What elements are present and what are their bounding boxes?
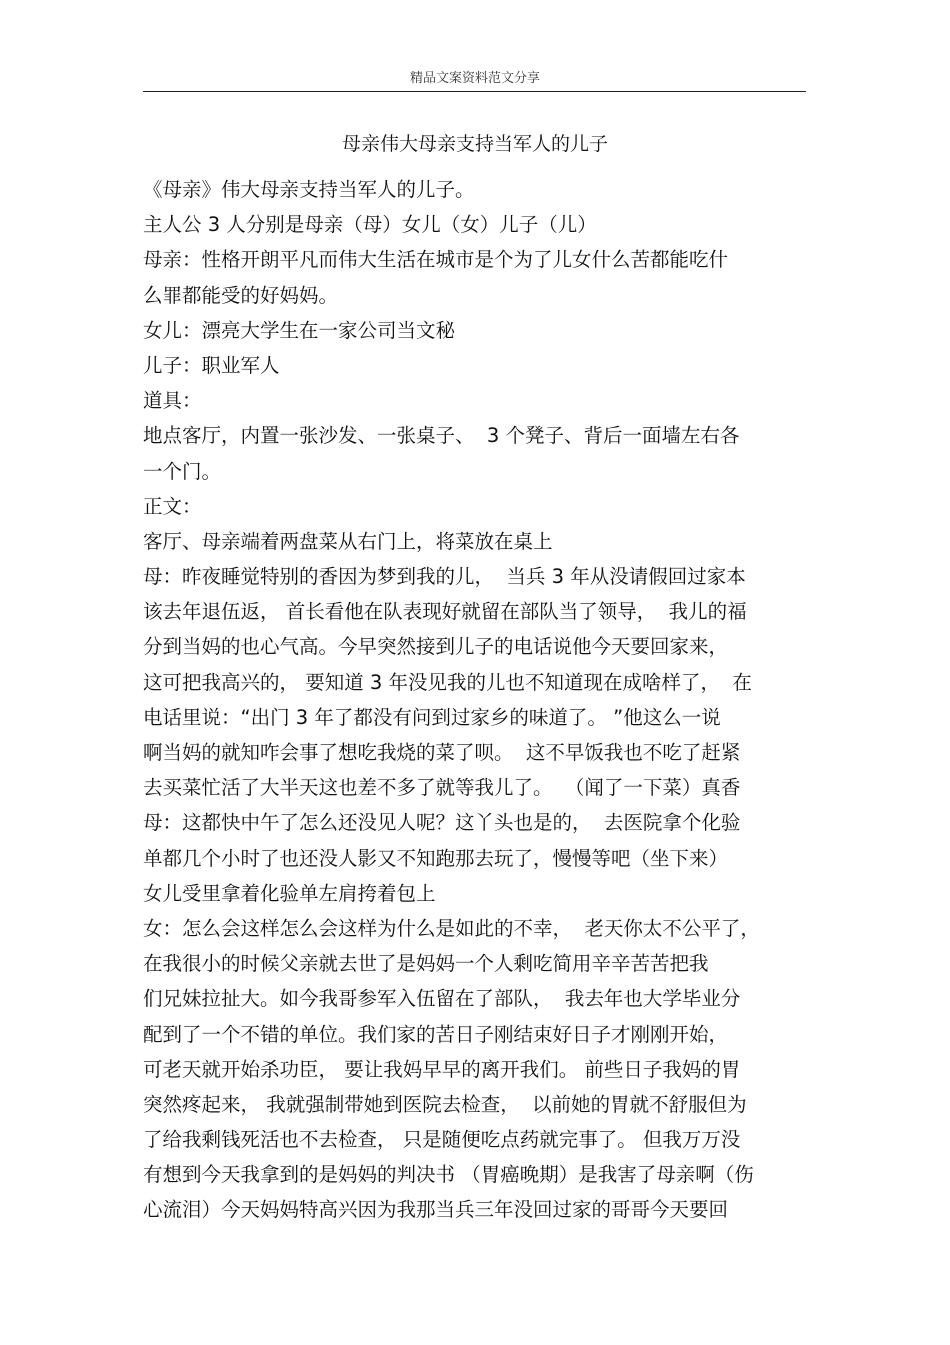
body-line: 母亲：性格开朗平凡而伟大生活在城市是个为了儿女什么苦都能吃什: [143, 248, 729, 272]
body-line: 母：昨夜睡觉特别的香因为梦到我的儿， 当兵 3 年从没请假回过家本: [143, 565, 746, 589]
page-header: 精品文案资料范文分享: [409, 71, 540, 86]
body-line: 啊当妈的就知咋会事了想吃我烧的菜了呗。 这不早饭我也不吃了赶紧: [143, 741, 741, 764]
body-line: 们兄妹拉扯大。如今我哥参军入伍留在了部队， 我去年也大学毕业分: [143, 987, 741, 1011]
body-line: 女：怎么会这样怎么会这样为什么是如此的不幸， 老天你太不公平了，: [143, 916, 760, 940]
body-line: 在我很小的时候父亲就去世了是妈妈一个人剩吃简用辛辛苦苦把我: [143, 952, 709, 976]
body-line: 女儿：漂亮大学生在一家公司当文秘: [143, 318, 456, 342]
body-line: 可老天就开始杀功臣， 要让我妈早早的离开我们。 前些日子我妈的胃: [143, 1057, 741, 1081]
body-line: 配到了一个不错的单位。我们家的苦日子刚结束好日子才刚刚开始，: [143, 1022, 729, 1046]
body-line: 地点客厅，内置一张沙发、一张桌子、 3 个凳子、背后一面墙左右各: [143, 424, 740, 448]
body-line: 儿子：职业军人: [143, 353, 280, 377]
body-line: 《母亲》伟大母亲支持当军人的儿子。: [143, 178, 475, 201]
body-line: 这可把我高兴的， 要知道 3 年没见我的儿也不知道现在成啥样了， 在: [143, 670, 752, 694]
body-line: 电话里说：“出门 3 年了都没有问到过家乡的味道了。 ”他这么一说: [143, 705, 721, 729]
body-line: 分到当妈的也心气高。今早突然接到儿子的电话说他今天要回家来，: [143, 635, 729, 659]
body-line: 一个门。: [143, 459, 222, 483]
header-divider: [143, 91, 806, 92]
body-line: 该去年退伍返， 首长看他在队表现好就留在部队当了领导， 我儿的福: [143, 600, 747, 624]
body-line: 客厅、母亲端着两盘菜从右门上，将菜放在桌上: [143, 529, 553, 553]
body-line: 么罪都能受的好妈妈。: [143, 283, 339, 307]
body-line: 道具：: [143, 389, 202, 413]
body-line: 正文：: [143, 494, 202, 518]
body-line: 了给我剩钱死活也不去检查， 只是随便吃点药就完事了。 但我万万没: [143, 1128, 741, 1152]
body-line: 女儿受里拿着化验单左肩挎着包上: [143, 881, 436, 905]
body-line: 单都几个小时了也还没人影又不知跑那去玩了，慢慢等吧（坐下来）: [143, 846, 729, 870]
document-body: [143, 172, 808, 1228]
body-line: 心流泪）今天妈妈特高兴因为我那当兵三年没回过家的哥哥今天要回: [143, 1198, 729, 1222]
body-line: 主人公 3 人分别是母亲（母）女儿（女）儿子（儿）: [143, 213, 597, 237]
body-line: 母：这都快中午了怎么还没见人呢？这丫头也是的， 去医院拿个化验: [143, 811, 741, 835]
body-line: 突然疼起来， 我就强制带她到医院去检查， 以前她的胃就不舒服但为: [143, 1092, 747, 1116]
body-line: 有想到今天我拿到的是妈妈的判决书 （胃癌晚期）是我害了母亲啊（伤: [143, 1163, 754, 1187]
document-title: 母亲伟大母亲支持当军人的儿子: [341, 133, 608, 155]
body-line: 去买菜忙活了大半天这也差不多了就等我儿了。 （闻了一下菜）真香: [143, 776, 741, 800]
